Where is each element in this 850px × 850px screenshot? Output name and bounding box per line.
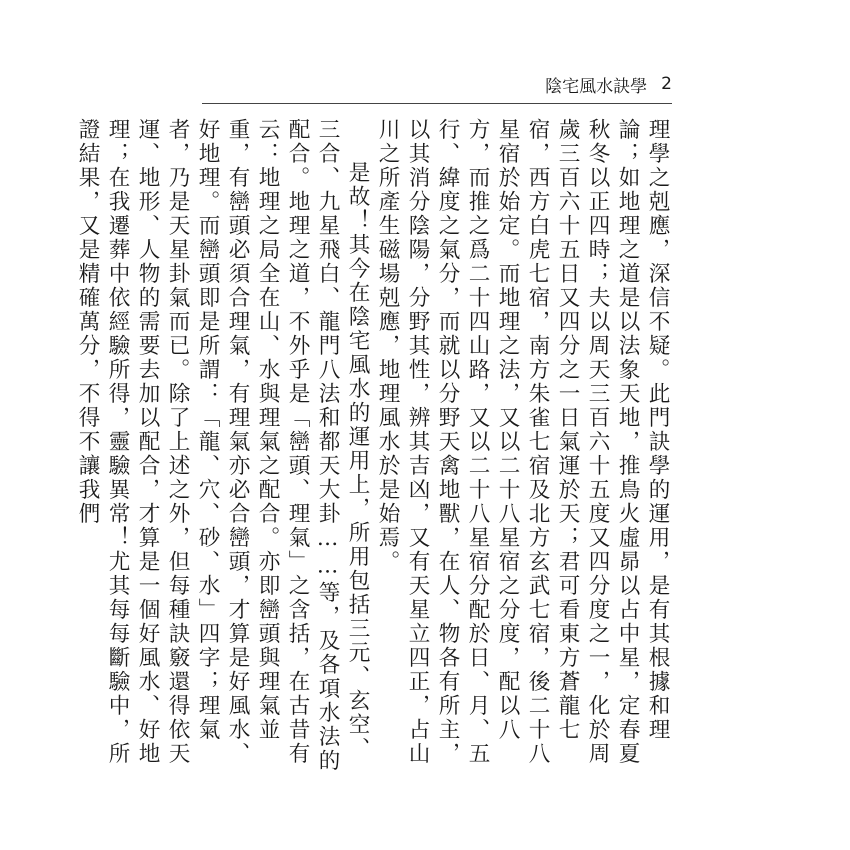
running-header — [545, 72, 672, 96]
body-text — [75, 118, 672, 778]
book-title: 陰宅風水訣學 — [545, 76, 648, 97]
page-number: 2 — [661, 74, 672, 94]
paragraph: 是故！其今在陰宅風水的運用上，所用包括三元、玄空、三合、九星飛白、龍門八法和都天大卦……等，及各項水法的配合。地理之道，不外乎是「巒頭、理氣」之含括，在古昔有云：地理之局全在山、水與理氣之配合。亦即巒頭與理氣並重，有巒頭必須合理氣，有理氣亦必合巒頭，才算是好風水、好地理。而巒頭即是所謂：「龍、穴、砂、水」四字；理氣者，乃是天星卦氣而已。除了上述之外，但每種訣竅還得依天運、地形、人物的需要去加以配合，才算是一個好風水、好地理；在我遷葬中依經驗所得，靈驗異常！尤其每每斷驗中，所證結果，又是精確萬分，不得不讓我們 — [75, 118, 370, 773]
paragraph-continued: 理學之剋應，深信不疑。此門訣學的運用，是有其根據和理論；如地理之道是以法象天地，推鳥火虛昴以占中星，定春夏秋冬以正四時；夫以周天三百六十五度又四分度之一，化於周歲三百六十五日又四分之一日氣運於天；君可看東方蒼龍七宿，西方白虎七宿，南方朱雀七宿及北方玄武七宿，後二十八星宿於始定。而地理之法，又以二十八星宿之分度，配以八方，而推之爲二十四山路，又以二十八星宿分配於日、月、五行、緯度之氣分，而就以分野天禽地獸，在人、物各有所主，以其消分陰陽，分野其性，辨其吉凶，又有天星立四正，占山川之所產生磁場剋應，地理風水於是始焉。 — [375, 118, 670, 766]
header-rule — [202, 103, 672, 104]
